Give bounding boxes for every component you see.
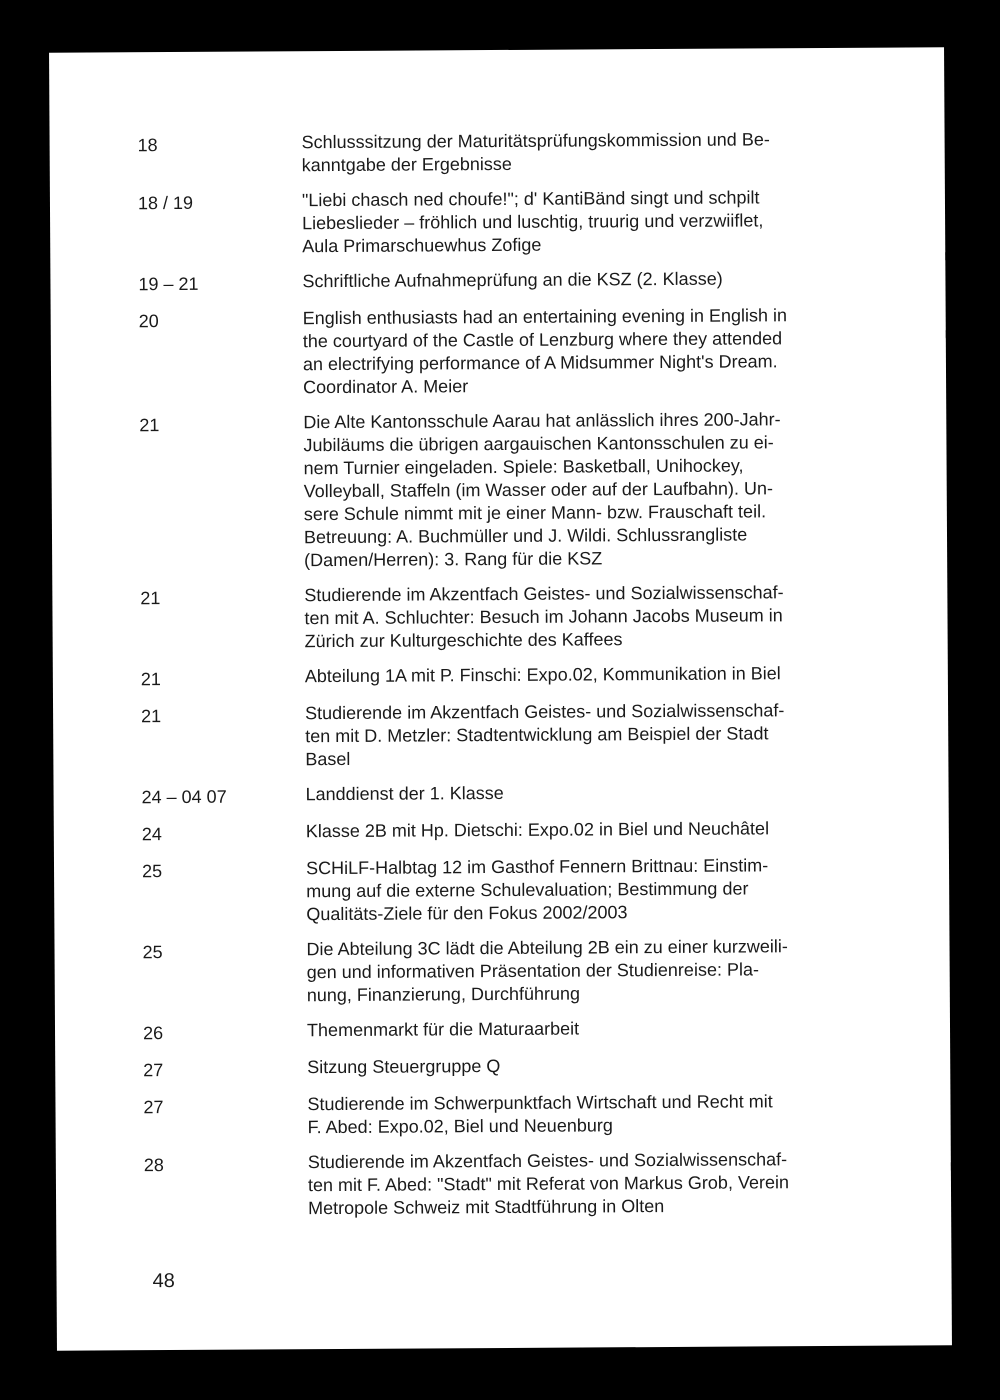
event-entry	[141, 662, 853, 691]
event-description-line: Die Abteilung 3C lädt die Abteilung 2B ein zu einer kurzweili-	[306, 936, 788, 960]
event-description-line: Die Alte Kantonsschule Aarau hat anlässlich ihres 200-Jahr-	[303, 409, 781, 433]
event-description-line: ten mit A. Schluchter: Besuch im Johann Jacobs Museum in	[304, 605, 783, 629]
event-date: 24 – 04 07	[141, 786, 227, 808]
event-description-line: Qualitäts-Ziele für den Fokus 2002/2003	[306, 902, 628, 925]
event-description-line: Metropole Schweiz mit Stadtführung in Olten	[308, 1196, 665, 1219]
event-description	[303, 304, 852, 399]
scan-edge-mark	[945, 252, 949, 260]
event-date: 25	[142, 942, 163, 963]
event-description-line: Liebeslieder – fröhlich und luschtig, truurig und verzwiiflet,	[302, 210, 764, 234]
event-description-line: sere Schule nimmt mit je einer Mann- bzw. Frauschaft teil.	[303, 501, 767, 525]
event-entry	[142, 780, 854, 809]
event-description-line: Schriftliche Aufnahmeprüfung an die KSZ (2. Klasse)	[302, 268, 723, 292]
event-description-line: Jubiläums die übrigen aargauischen Kantonsschulen zu ei-	[303, 432, 774, 456]
event-date: 24	[141, 824, 162, 845]
event-entry	[144, 1148, 856, 1221]
event-description-line: Studierende im Schwerpunktfach Wirtschaft und Recht mit	[307, 1091, 773, 1115]
event-description-line: Zürich zur Kulturgeschichte des Kaffees	[304, 629, 623, 652]
event-description-line: kanntgabe der Ergebnisse	[301, 153, 512, 176]
event-description-line: Studierende im Akzentfach Geistes- und Sozialwissenschaf-	[307, 1149, 788, 1173]
event-description	[306, 780, 854, 806]
event-description-line: Themenmarkt für die Maturaarbeit	[306, 1018, 580, 1041]
event-description	[307, 1053, 855, 1079]
event-description	[303, 408, 852, 572]
event-date: 27	[143, 1060, 164, 1081]
event-description-line: Studierende im Akzentfach Geistes- und Sozialwissenschaf-	[304, 582, 784, 606]
document-page	[49, 47, 952, 1350]
event-date: 21	[141, 706, 162, 727]
event-description-line: Sitzung Steuergruppe Q	[307, 1056, 501, 1078]
event-date: 21	[140, 669, 161, 690]
event-description	[307, 1016, 855, 1042]
event-description-line: Schlusssitzung der Maturitätsprüfungskommission und Be-	[301, 129, 770, 153]
event-entry	[143, 1090, 855, 1140]
event-description-line: an electrifying performance of A Midsummer Night's Dream.	[302, 351, 778, 375]
event-description-line: the courtyard of the Castle of Lenzburg where they attended	[302, 328, 783, 352]
event-entry	[142, 854, 854, 927]
event-description	[307, 1090, 855, 1139]
event-entry	[143, 1016, 855, 1045]
event-description	[302, 186, 850, 258]
event-description	[305, 662, 853, 688]
event-entry	[140, 581, 852, 654]
event-description-line: mung auf die externe Schulevaluation; Bestimmung der	[306, 878, 749, 902]
event-description-line: gen und informativen Präsentation der Studienreise: Pla-	[306, 959, 759, 983]
scan-edge-mark	[951, 1162, 955, 1170]
event-description	[306, 817, 854, 843]
event-date: 27	[143, 1097, 164, 1118]
event-description-line: Basel	[305, 748, 351, 770]
event-date: 25	[141, 861, 163, 882]
event-description-line: Volleyball, Staffeln (im Wasser oder auf der Laufbahn). Un-	[303, 478, 774, 502]
event-date: 28	[143, 1155, 164, 1176]
event-description-line: ten mit F. Abed: "Stadt" mit Referat von Markus Grob, Verein	[307, 1172, 790, 1196]
event-description	[306, 935, 854, 1007]
event-entry	[142, 935, 854, 1008]
event-description-line: Coordinator A. Meier	[303, 376, 469, 398]
event-date: 20	[138, 311, 159, 332]
event-description-line: Klasse 2B mit Hp. Dietschi: Expo.02 in Biel und Neuchâtel	[305, 818, 770, 842]
event-description	[302, 128, 850, 177]
event-description	[304, 581, 852, 653]
event-entry	[138, 186, 850, 259]
event-description-line: ten mit D. Metzler: Stadtentwicklung am Beispiel der Stadt	[305, 723, 769, 747]
event-date: 21	[139, 415, 160, 436]
event-entry	[141, 699, 853, 772]
event-entry	[139, 408, 852, 573]
event-list	[138, 128, 857, 1233]
event-description-line: nem Turnier eingeladen. Spiele: Basketball, Unihockey,	[303, 455, 744, 479]
scan-edge-mark	[946, 330, 950, 338]
event-description-line: Betreuung: A. Buchmüller und J. Wildi. Schlussrangliste	[303, 524, 748, 548]
event-date: 26	[142, 1023, 164, 1044]
event-description-line: "Liebi chasch ned choufe!"; d' KantiBänd singt und schpilt	[301, 187, 760, 211]
event-entry	[139, 304, 852, 400]
event-date: 18 / 19	[137, 192, 194, 214]
event-description	[306, 854, 854, 926]
event-description-line: English enthusiasts had an entertaining evening in English in	[302, 305, 788, 329]
event-description-line: Landdienst der 1. Klasse	[305, 782, 504, 805]
event-description-line: SCHiLF-Halbtag 12 im Gasthof Fennern Brittnau: Einstim-	[305, 855, 769, 879]
event-date: 21	[140, 588, 161, 609]
event-description-line: Studierende im Akzentfach Geistes- und Sozialwissenschaf-	[305, 700, 785, 724]
event-description-line: (Damen/Herren): 3. Rang für die KSZ	[304, 548, 603, 571]
event-entry	[143, 1053, 855, 1082]
event-entry	[142, 817, 854, 846]
event-description-line: nung, Finanzierung, Durchführung	[306, 983, 581, 1006]
event-description-line: Abteilung 1A mit P. Finschi: Expo.02, Kommunikation in Biel	[304, 663, 781, 687]
event-description	[305, 699, 853, 771]
event-entry	[138, 267, 850, 296]
event-description-line: Aula Primarschuewhus Zofige	[302, 234, 542, 257]
event-date: 19 – 21	[138, 273, 199, 295]
event-description	[302, 267, 850, 293]
page-number: 48	[152, 1270, 175, 1293]
event-description	[308, 1148, 856, 1220]
event-entry	[138, 128, 850, 178]
event-date: 18	[137, 135, 158, 156]
event-description-line: F. Abed: Expo.02, Biel und Neuenburg	[307, 1115, 613, 1138]
